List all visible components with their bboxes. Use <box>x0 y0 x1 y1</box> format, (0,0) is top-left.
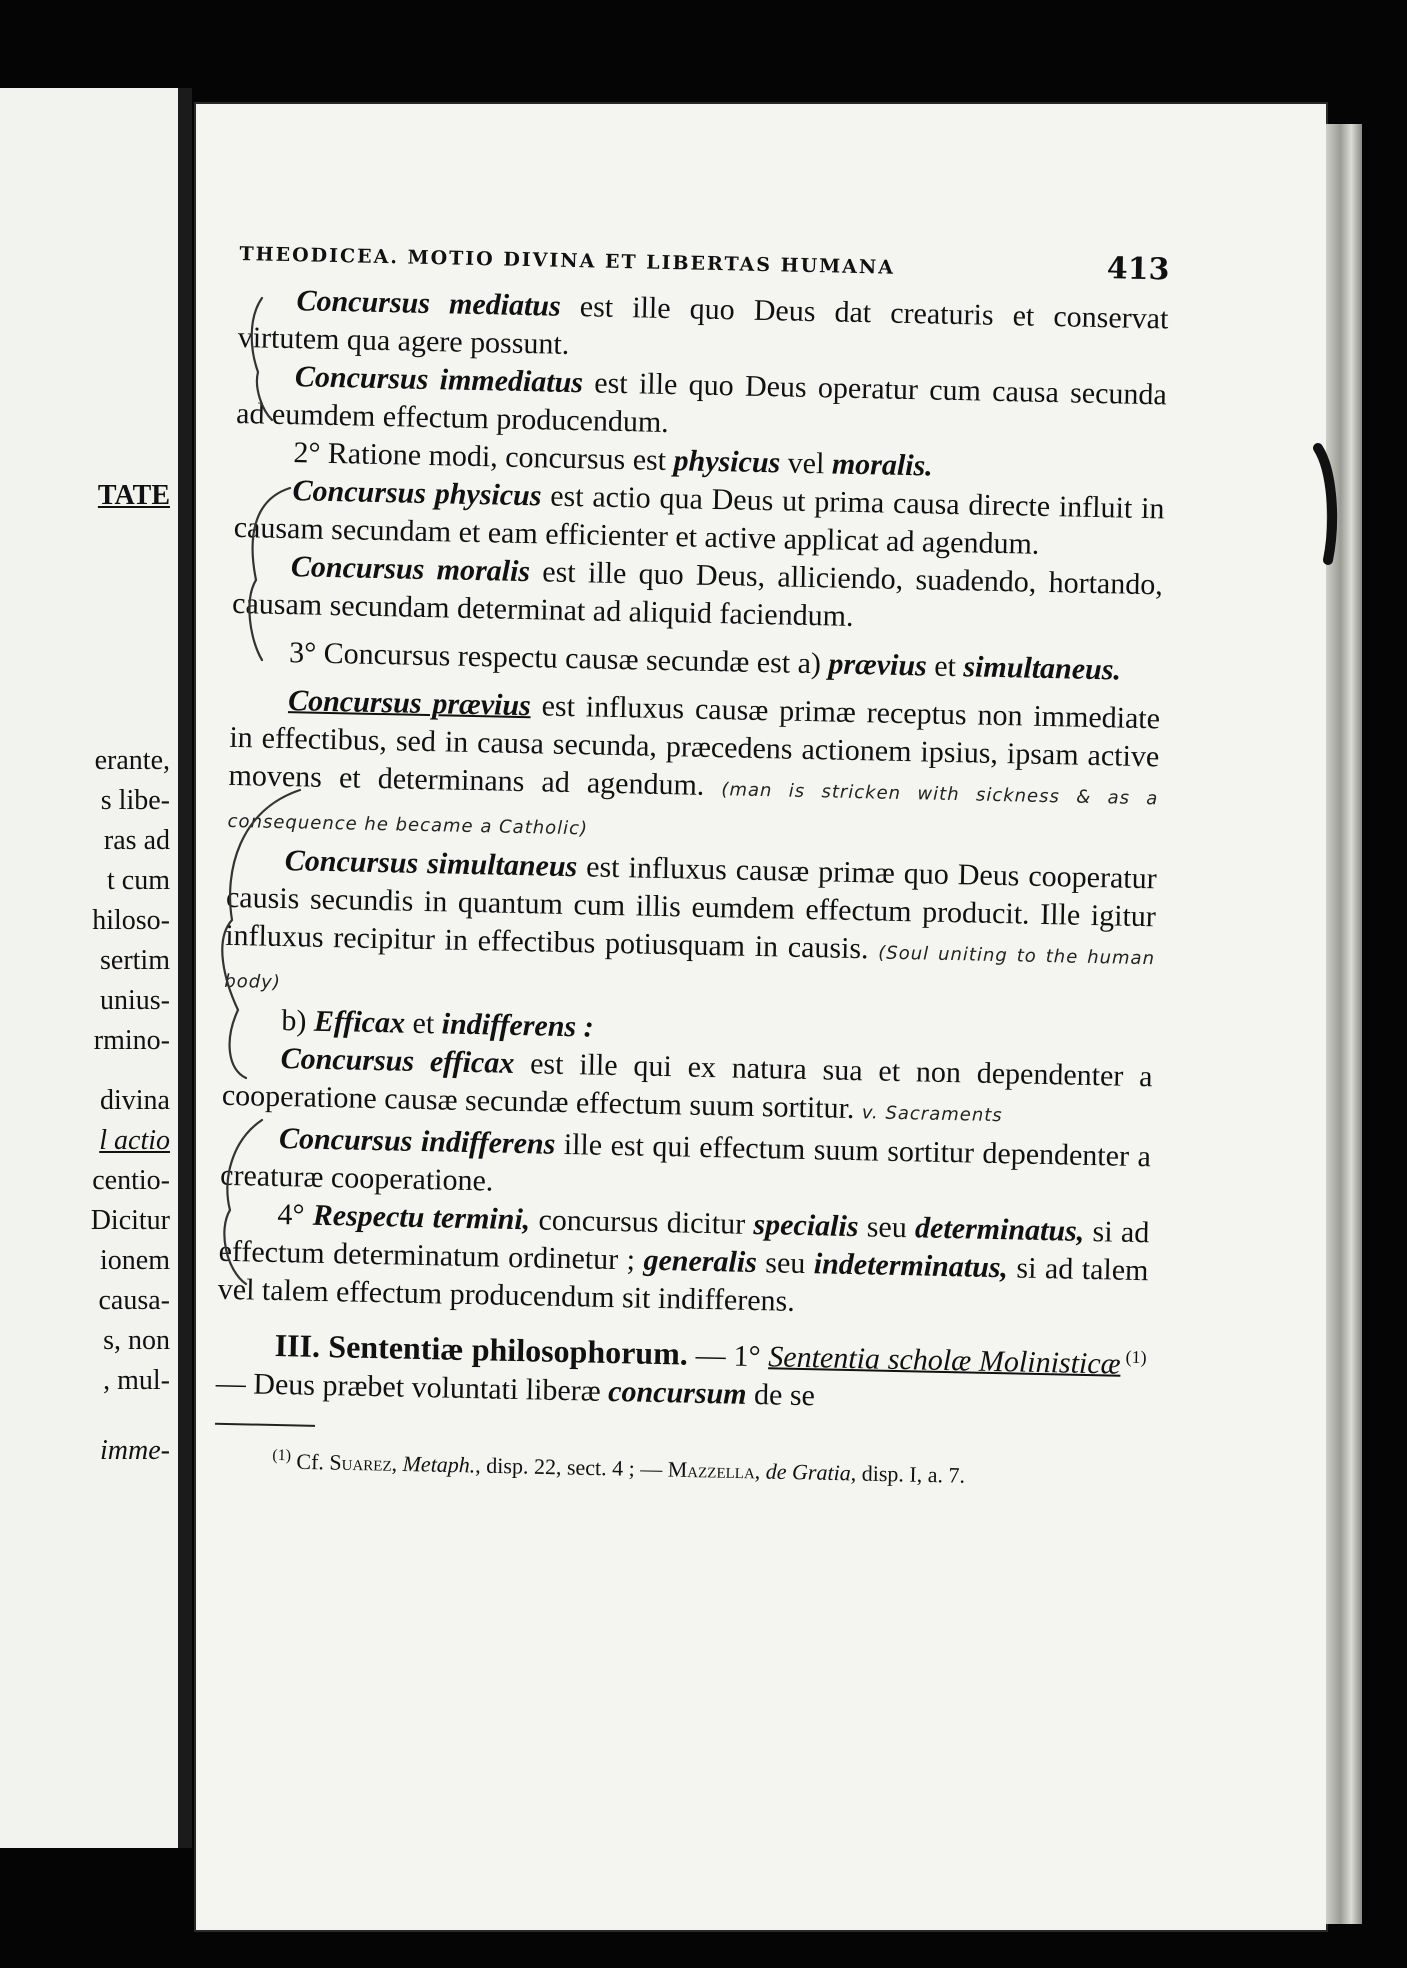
left-page-line: ionem <box>100 1245 170 1276</box>
left-page-line: t cum <box>107 865 170 896</box>
left-page-line: Dicitur <box>90 1205 170 1236</box>
handwritten-note-sickness: (man is stricken with sickness & as a consequence he became a Catholic) <box>227 779 1159 840</box>
left-page-line: sertim <box>100 945 170 976</box>
left-page-line: unius- <box>100 985 170 1016</box>
paragraph-respectu-termini: 4° Respectu termini, concursus dicitur specialis seu determinatus, si ad effectum determinatum ordinetur ; generalis seu indeterminatus, si ad talem vel talem effectum producendum sit indifferens. <box>217 1198 1150 1318</box>
paragraph-concursus-efficax: Concursus efficax est ille qui ex natura sua et non dependenter a cooperatione causæ secundæ effectum suum sortitur. v. Sacraments <box>221 1042 1153 1127</box>
paragraph-concursus-moralis: Concursus moralis est ille quo Deus, alliciendo, suadendo, hortando, causam secundam determinat ad aliquid faciendum. <box>231 550 1164 633</box>
paragraph-concursus-praevius: Concursus prævius est influxus causæ primæ receptus non immediate in effectibus, sed in causa secunda, præcedens actionem ipsius, ipsam active movens et determinans ad agendum. (man is stricken with sickness & as a consequence he became a Catholic) <box>227 684 1161 840</box>
running-title: THEODICEA. MOTIO DIVINA ET LIBERTAS HUMANA <box>239 242 896 279</box>
previous-page-strip <box>0 88 192 1848</box>
paragraph-concursus-mediatus: Concursus mediatus est ille quo Deus dat creaturis et conservat virtutem qua agere possunt. <box>237 284 1169 361</box>
left-page-line: rmino- <box>93 1025 170 1056</box>
section-title: Sententiæ philosophorum. <box>319 1327 689 1372</box>
footnote: $^{(1)}$ Cf. Suarez, Metaph., disp. 22, sect. 4 ; — Mazzella, de Gratia, disp. I, a. 7. <box>272 1446 966 1488</box>
page-number: 413 <box>1106 251 1170 288</box>
paragraph-concursus-indifferens: Concursus indifferens ille est qui effectum suum sortitur dependenter a creaturæ cooperatione. <box>219 1122 1152 1198</box>
section-heading-sententiae: III. Sententiæ philosophorum. — 1° Sententia scholæ Molinisticæ $^{(1)}$ — Deus præbet voluntati liberæ concursum de se <box>215 1326 1147 1413</box>
paragraph-concursus-immediatus: Concursus immediatus est ille quo Deus operatur cum causa secunda ad eumdem effectum producendum. <box>235 360 1168 440</box>
paragraph-efficax-indifferens: b) Efficax et indifferens : <box>281 1004 594 1044</box>
handwritten-note-sacraments: v. Sacraments <box>861 1102 1003 1127</box>
left-page-line: ras ad <box>103 825 170 856</box>
left-page-line: s libe- <box>100 785 170 816</box>
handwritten-note-soul: (Soul uniting to the human body) <box>224 942 1156 994</box>
left-page-line: l actio <box>99 1125 170 1156</box>
left-page-line: divina <box>100 1085 170 1116</box>
paragraph-respectu-causae: 3° Concursus respectu causæ secundæ est a) prævius et simultaneus. <box>288 636 1122 687</box>
footnote-rule <box>215 1423 315 1427</box>
left-page-line: s, non <box>103 1325 170 1356</box>
page-content <box>214 232 1170 1494</box>
left-page-line: centio- <box>92 1165 170 1196</box>
paragraph-ratione-modi: 2° Ratione modi, concursus est physicus vel moralis. <box>293 436 934 483</box>
paragraph-concursus-simultaneus: Concursus simultaneus est influxus causæ primæ quo Deus cooperatur causis secundis in quantum cum illis eumdem effectum producit. Ille igitur influxus recipitur in effectibus potiusquam in causis. (Soul uniting to the human body) <box>224 844 1158 994</box>
left-page-line: erante, <box>94 745 170 776</box>
paragraph-concursus-physicus: Concursus physicus est actio qua Deus ut prima causa directe influit in causam secundam et eam efficienter et active applicat ad agendum. <box>233 474 1165 561</box>
left-page-line: causa- <box>98 1285 170 1316</box>
section-reference: Sententia scholæ Molinisticæ <box>768 1340 1121 1381</box>
page-edge-shadow <box>1326 124 1362 1924</box>
left-page-line: imme- <box>100 1435 170 1466</box>
left-page-line: TATE <box>97 480 170 511</box>
left-page-line: , mul- <box>103 1365 170 1396</box>
left-page-line: hiloso- <box>92 905 170 936</box>
